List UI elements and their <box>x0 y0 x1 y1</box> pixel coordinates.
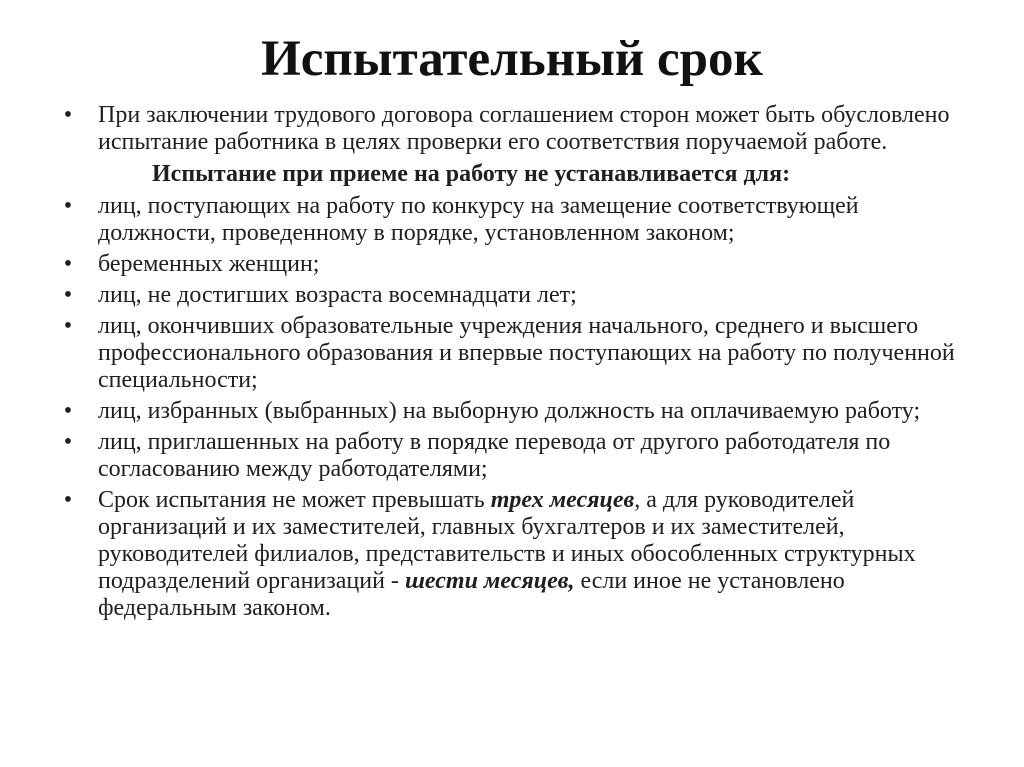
list-item-text: лиц, окончивших образовательные учреждения начального, среднего и высшего профессионального образования и впервые поступающих на работу по полученной специальности; <box>98 313 955 393</box>
slide-content <box>58 102 978 626</box>
intro-item <box>58 102 978 156</box>
list-item-text: лиц, поступающих на работу по конкурсу на замещение соответствующей должности, проведенному в порядке, установленном законом; <box>98 193 859 246</box>
list-item <box>58 313 978 394</box>
list-item <box>58 251 978 278</box>
subheading: Испытание при приеме на работу не устанавливается для: <box>152 161 791 187</box>
bullet-icon: • <box>63 102 73 128</box>
final-text-part2: , а для руководителей организаций и их заместителей, главных бухгалтеров и их заместителей, руководителей филиалов, представительств и иных обособленных структурных подразделений организаций - <box>98 487 916 594</box>
list-item-text: лиц, избранных (выбранных) на выборную должность на оплачиваемую работу; <box>98 398 921 424</box>
bullet-icon: • <box>63 313 73 339</box>
list-item <box>58 282 978 309</box>
bullet-icon: • <box>63 251 73 277</box>
final-text-part1: Срок испытания не может превышать <box>98 487 491 513</box>
list-item-text: беременных женщин; <box>98 251 320 277</box>
emphasis-six-months: шести месяцев, <box>404 568 575 594</box>
bullet-icon: • <box>63 487 73 513</box>
list-item <box>58 429 978 483</box>
bullet-icon: • <box>63 282 73 308</box>
list-item <box>58 398 978 425</box>
final-text-part3: если иное не установлено федеральным законом. <box>98 568 845 621</box>
bullet-icon: • <box>63 193 73 219</box>
bullet-icon: • <box>63 429 73 455</box>
bullet-icon: • <box>63 398 73 424</box>
list-item-text: лиц, не достигших возраста восемнадцати лет; <box>98 282 577 308</box>
list-item-text: лиц, приглашенных на работу в порядке перевода от другого работодателя по согласованию между работодателями; <box>98 429 891 482</box>
slide-title: Испытательный срок <box>261 31 763 87</box>
intro-text: При заключении трудового договора соглашением сторон может быть обусловлено испытание работника в целях проверки его соответствия поручаемой работе. <box>98 102 950 155</box>
final-item <box>58 487 978 622</box>
emphasis-three-months: трех месяцев <box>490 487 635 513</box>
list-item <box>58 193 978 247</box>
